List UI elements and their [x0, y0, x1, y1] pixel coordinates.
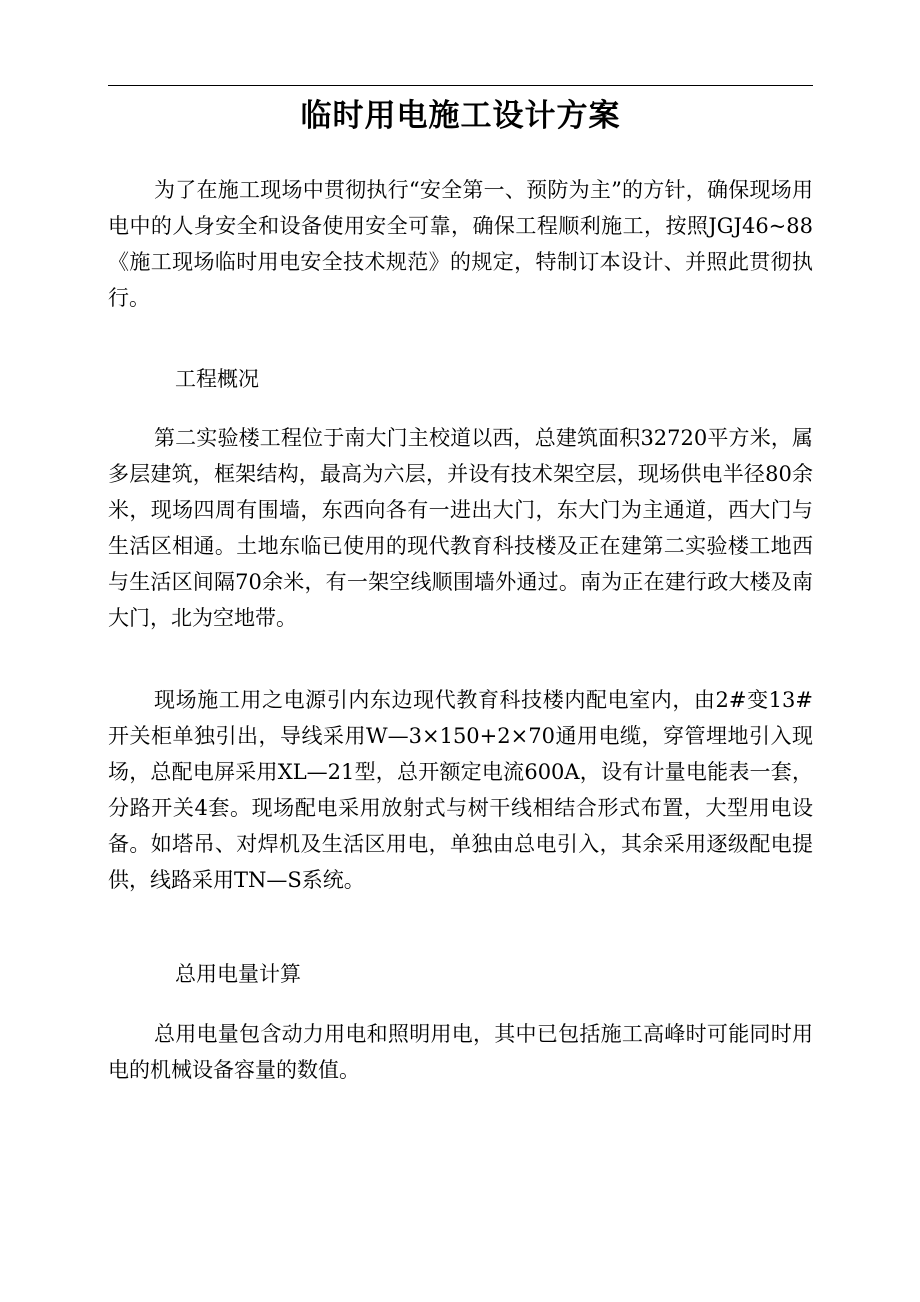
section-heading-overview: 工程概况 [175, 367, 259, 391]
overview-paragraph-2: 现场施工用之电源引内东边现代教育科技楼内配电室内，由2#变13#开关柜单独引出，导线采用W—3×150+2×70通用电缆，穿管埋地引入现场，总配电屏采用XL—21型，总开额定电流600A，设有计量电能表一套，分路开关4套。现场配电采用放射式与树干线相结合形式布置，大型用电设备。如塔吊、对焊机及生活区用电，单独由总电引入，其余采用逐级配电提供，线路采用TN—S系统。 [108, 688, 813, 892]
header-rule [108, 85, 813, 86]
document-title: 临时用电施工设计方案 [300, 98, 621, 134]
overview-paragraph-1: 第二实验楼工程位于南大门主校道以西，总建筑面积32720平方米，属多层建筑，框架结构，最高为六层，并设有技术架空层，现场供电半径80余米，现场四周有围墙，东西向各有一进出大门，东大门为主通道，西大门与生活区相通。土地东临已使用的现代教育科技楼及正在建第二实验楼工地西与生活区间隔70余米，有一架空线顺围墙外通过。南为正在建行政大楼及南大门，北为空地带。 [108, 426, 813, 630]
intro-paragraph: 为了在施工现场中贯彻执行“安全第一、预防为主”的方针，确保现场用电中的人身安全和设备使用安全可靠，确保工程顺利施工，按照JGJ46~88《施工现场临时用电安全技术规范》的规定，特制订本设计、并照此贯彻执行。 [108, 178, 813, 310]
load-calc-paragraph: 总用电量包含动力用电和照明用电，其中已包括施工高峰时可能同时用电的机械设备容量的数值。 [108, 1022, 813, 1082]
section-heading-load-calc: 总用电量计算 [175, 962, 301, 986]
